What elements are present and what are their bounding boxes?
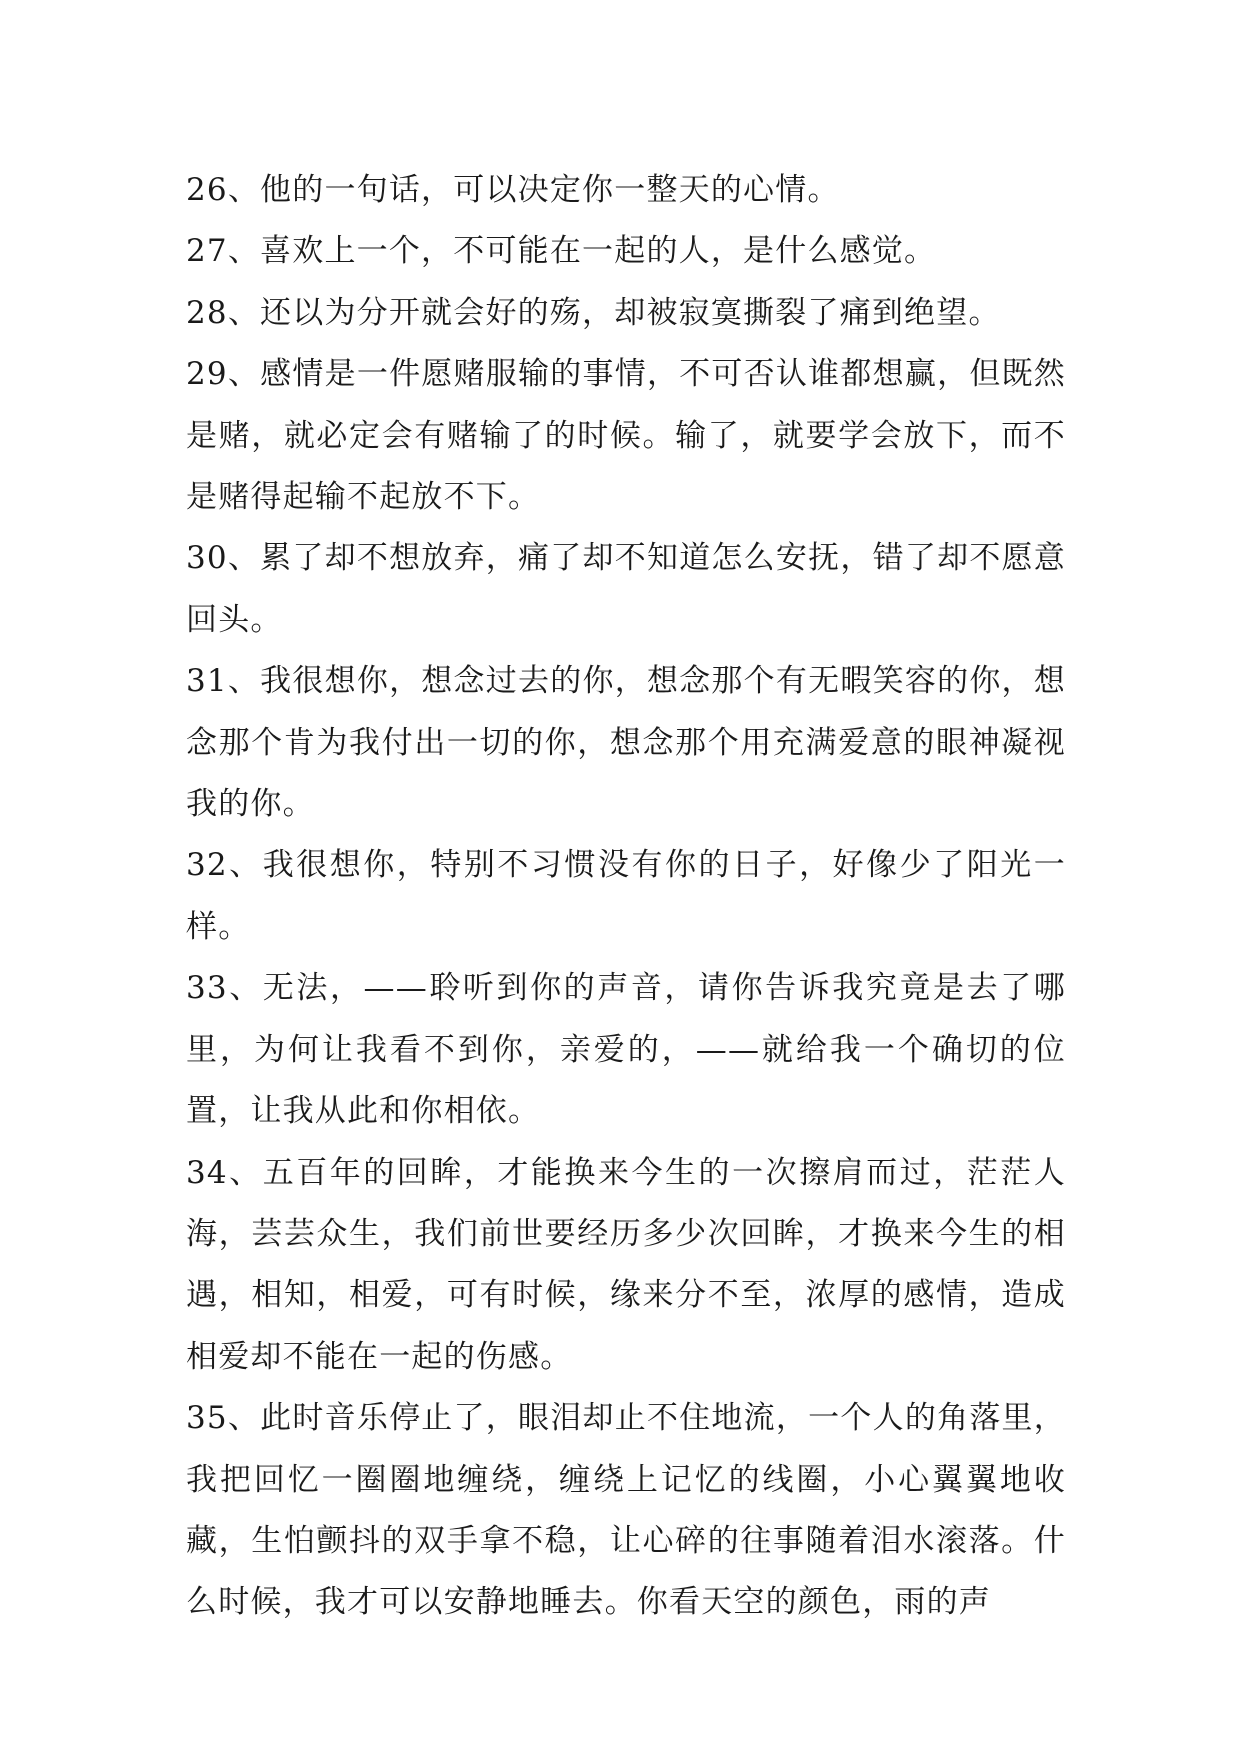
paragraph-30: 30、累了却不想放弃，痛了却不知道怎么安抚，错了却不愿意回头。 (186, 540, 1066, 638)
paragraph-34: 34、五百年的回眸，才能换来今生的一次擦肩而过，茫茫人海，芸芸众生，我们前世要经历多少次回眸，才换来今生的相遇，相知，相爱，可有时候，缘来分不至，浓厚的感情，造成相爱却不能在一起的伤感。 (186, 1154, 1066, 1375)
paragraph-27: 27、喜欢上一个，不可能在一起的人，是什么感觉。 (186, 233, 937, 270)
document-body (186, 160, 1066, 1634)
paragraph-28: 28、还以为分开就会好的殇，却被寂寞撕裂了痛到绝望。 (186, 294, 1001, 331)
paragraph-26: 26、他的一句话，可以决定你一整天的心情。 (186, 172, 840, 208)
paragraph-33: 33、无法，——聆听到你的声音，请你告诉我究竟是去了哪里，为何让我看不到你，亲爱的，——就给我一个确切的位置，让我从此和你相依。 (186, 970, 1066, 1130)
paragraph-32: 32、我很想你，特别不习惯没有你的日子，好像少了阳光一样。 (186, 847, 1066, 945)
paragraph-31: 31、我很想你，想念过去的你，想念那个有无暇笑容的你，想念那个肯为我付出一切的你，想念那个用充满爱意的眼神凝视我的你。 (186, 663, 1066, 823)
paragraph-35: 35、此时音乐停止了，眼泪却止不住地流，一个人的角落里，我把回忆一圈圈地缠绕，缠绕上记忆的线圈，小心翼翼地收藏，生怕颤抖的双手拿不稳，让心碎的往事随着泪水滚落。什么时候，我才可以安静地睡去。你看天空的颜色，雨的声 (186, 1400, 1066, 1621)
paragraph-29: 29、感情是一件愿赌服输的事情，不可否认谁都想赢，但既然是赌，就必定会有赌输了的时候。输了，就要学会放下，而不是赌得起输不起放不下。 (186, 356, 1066, 516)
